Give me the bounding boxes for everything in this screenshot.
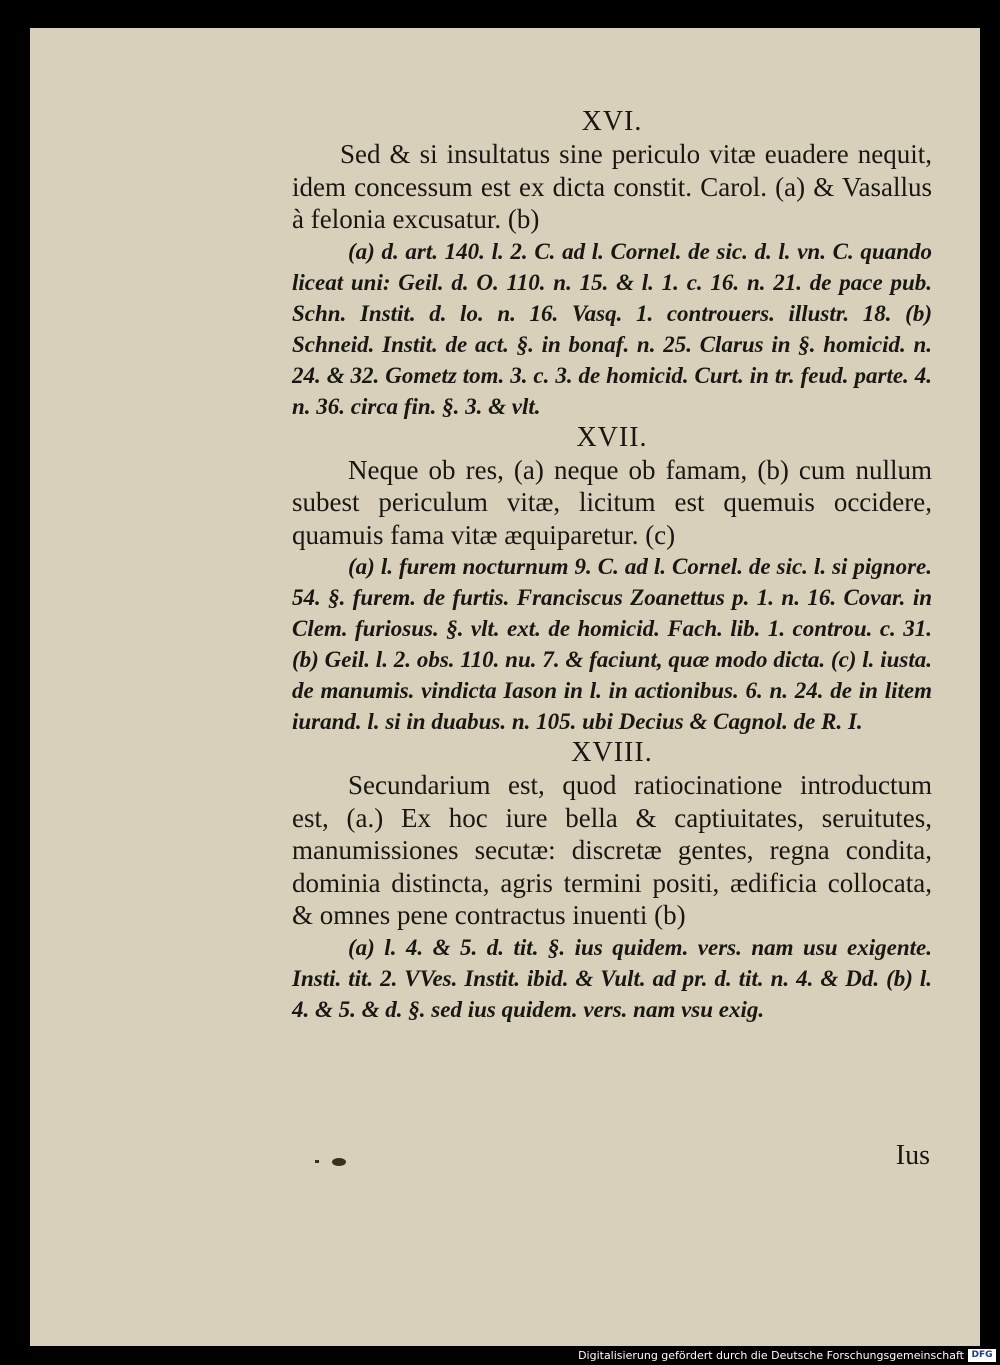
credit-text: Digitalisierung gefördert durch die Deutsche Forschungsgemeinschaft <box>578 1349 964 1362</box>
section-heading: XVIII. <box>571 737 653 768</box>
ink-mark <box>315 1160 319 1163</box>
catchword: Ius <box>895 1140 930 1171</box>
dfg-logo: DFG <box>968 1349 996 1362</box>
page-text <box>292 106 932 1025</box>
section-paragraph: Secundarium est, quod ratiocinatione introductum est, (a.) Ex hoc iure bella & captiuitates, seruitutes, manumissiones secutæ: discretæ gentes, regna condita, dominia distincta, agris termini positi, ædificia collocata, & omnes pene contractus inuenti (b) <box>292 770 932 930</box>
section-paragraph: Neque ob res, (a) neque ob famam, (b) cum nullum subest periculum vitæ, licitum est quemuis occidere, quamuis fama vitæ æquiparetur. (c) <box>292 454 932 550</box>
section-note: (a) d. art. 140. l. 2. C. ad l. Cornel. de sic. d. l. vn. C. quando liceat uni: Geil. d. O. 110. n. 15. & l. 1. c. 16. n. 21. de pace pub. Schn. Instit. d. lo. n. 16. Vasq. 1. controuers. illustr. 18. (b) Schneid. Instit. de act. §. in bonaf. n. 25. Clarus in §. homicid. n. 24. & 32. Gometz tom. 3. c. 3. de homicid. Curt. in tr. feud. parte. 4. n. 36. circa fin. §. 3. & vlt. <box>292 238 932 419</box>
section-note: (a) l. 4. & 5. d. tit. §. ius quidem. vers. nam usu exigente. Insti. tit. 2. VVes. Instit. ibid. & Vult. ad pr. d. tit. n. 4. & Dd. (b) l. 4. & 5. & d. §. sed ius quidem. vers. nam vsu exig. <box>292 934 932 1022</box>
section-xviii <box>292 737 932 1025</box>
section-note: (a) l. furem nocturnum 9. C. ad l. Cornel. de sic. l. si pignore. 54. §. furem. de furtis. Franciscus Zoanettus p. 1. n. 16. Covar. in Clem. furiosus. §. vlt. ext. de homicid. Fach. lib. 1. controu. c. 31. (b) Geil. l. 2. obs. 110. nu. 7. & faciunt, quæ modo dicta. (c) l. iusta. de manumis. vindicta Iason in l. in actionibus. 6. n. 24. de in litem iurand. l. si in duabus. n. 105. ubi Decius & Cagnol. de R. I. <box>292 554 932 734</box>
ink-blot <box>332 1158 346 1166</box>
section-heading: XVII. <box>576 421 648 453</box>
section-xvi <box>292 106 932 422</box>
credit-banner <box>0 1346 1000 1365</box>
section-xvii <box>292 422 932 738</box>
document-page <box>30 28 980 1346</box>
section-heading: XVI. <box>581 106 643 137</box>
section-paragraph: Sed & si insultatus sine periculo vitæ euadere nequit, idem concessum est ex dicta constit. Carol. (a) & Vasallus à felonia excusatur. (b) <box>292 139 932 234</box>
